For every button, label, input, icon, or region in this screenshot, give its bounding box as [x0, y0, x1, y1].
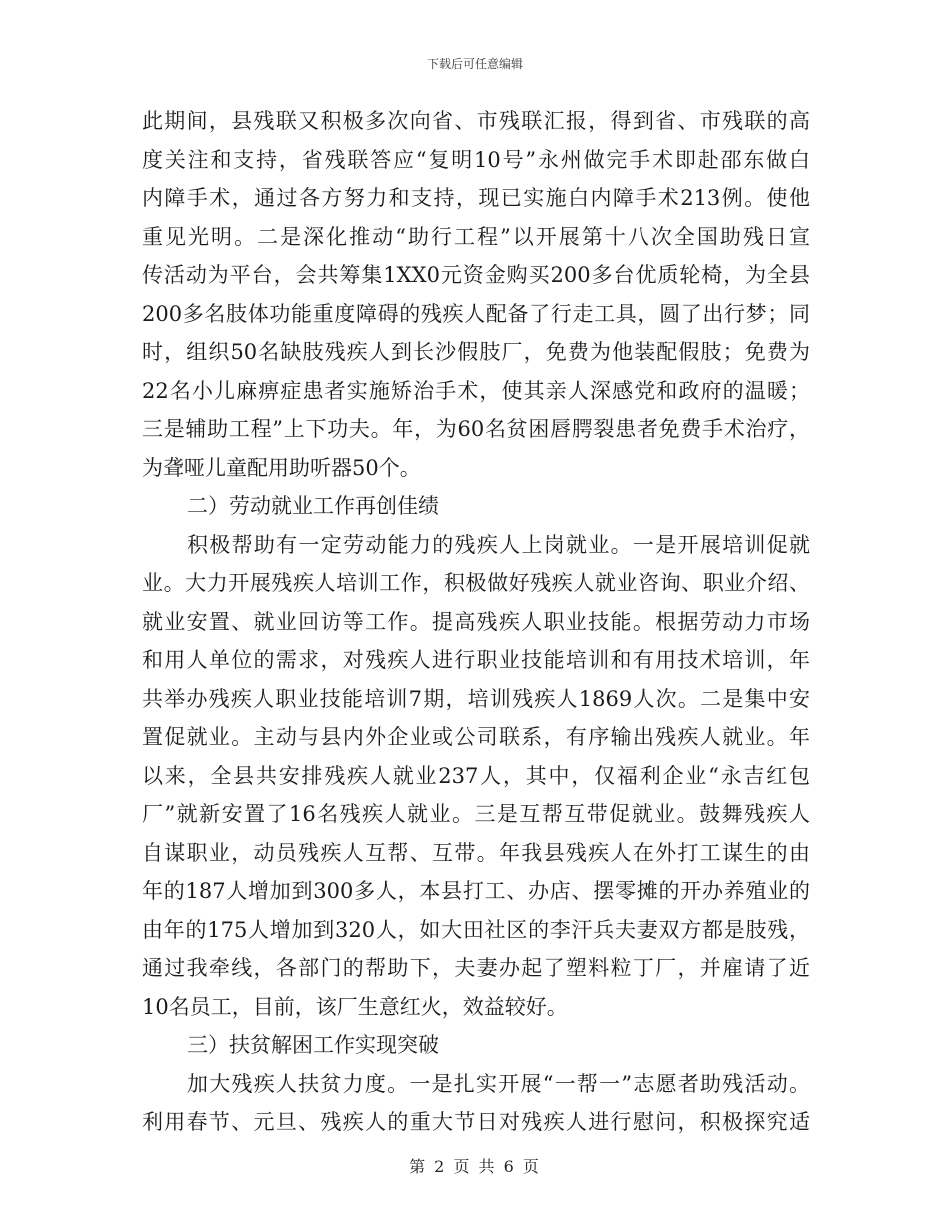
paragraph-line: 加大残疾人扶贫力度。一是扎实开展“一帮一”志愿者助残活动。 — [187, 1071, 810, 1096]
paragraph-line: 厂”就新安置了16名残疾人就业。三是互帮互带促就业。鼓舞残疾人 — [142, 802, 810, 826]
section-heading: 二）劳动就业工作再创佳绩 — [187, 494, 439, 518]
paragraph-line: 度关注和支持，省残联答应“复明10号”永州做完手术即赴邵东做白 — [142, 147, 810, 172]
paragraph-line: 此期间，县残联又积极多次向省、市残联汇报，得到省、市残联的高 — [142, 109, 810, 133]
paragraph-line: 为聋哑儿童配用助听器50个。 — [142, 455, 421, 480]
page-footer: 第 2 页 共 6 页 — [409, 1157, 541, 1176]
paragraph-line: 10名员工，目前，该厂生意红火，效益较好。 — [142, 994, 568, 1019]
document-body — [142, 102, 810, 1142]
paragraph-line: 年的187人增加到300多人，本县打工、办店、摆零摊的开办养殖业的 — [142, 879, 810, 903]
paragraph-line: 三是辅助工程”上下功夫。年，为60名贫困唇腭裂患者免费手术治疗， — [142, 417, 810, 441]
paragraph-line: 积极帮助有一定劳动能力的残疾人上岗就业。一是开展培训促就 — [187, 532, 810, 557]
paragraph-line: 利用春节、元旦、残疾人的重大节日对残疾人进行慰问，积极探究适 — [142, 1110, 810, 1134]
paragraph-line: 通过我牵线，各部门的帮助下，夫妻办起了塑料粒丁厂，并雇请了近 — [142, 956, 810, 980]
section-heading: 三）扶贫解困工作实现突破 — [187, 1033, 439, 1057]
paragraph-line: 和用人单位的需求，对残疾人进行职业技能培训和有用技术培训，年 — [142, 648, 810, 672]
paragraph-line: 22名小儿麻痹症患者实施矫治手术，使其亲人深感党和政府的温暖； — [142, 378, 810, 403]
paragraph-line: 共举办残疾人职业技能培训7期，培训残疾人1869人次。二是集中安 — [142, 686, 810, 711]
paragraph-line: 就业安置、就业回访等工作。提高残疾人职业技能。根据劳动力市场 — [142, 609, 810, 634]
paragraph-line: 200多名肢体功能重度障碍的残疾人配备了行走工具，圆了出行梦；同 — [142, 301, 810, 326]
paragraph-line: 业。大力开展残疾人培训工作，积极做好残疾人就业咨询、职业介绍、 — [142, 571, 810, 595]
paragraph-line: 由年的175人增加到320人，如大田社区的李汗兵夫妻双方都是肢残， — [142, 917, 810, 942]
paragraph-line: 传活动为平台，会共筹集1XX0元资金购买200多台优质轮椅，为全县 — [142, 263, 810, 287]
paragraph-line: 以来，全县共安排残疾人就业237人，其中，仅福利企业“永吉红包 — [142, 763, 810, 788]
page-header: 下载后可任意编辑 — [426, 57, 523, 71]
paragraph-line: 重见光明。二是深化推动“助行工程”以开展第十八次全国助残日宣 — [142, 224, 810, 249]
paragraph-line: 时，组织50名缺肢残疾人到长沙假肢厂，免费为他装配假肢；免费为 — [142, 340, 810, 364]
paragraph-line: 自谋职业，动员残疾人互帮、互带。年我县残疾人在外打工谋生的由 — [142, 840, 810, 865]
paragraph-line: 置促就业。主动与县内外企业或公司联系，有序输出残疾人就业。年 — [142, 725, 810, 749]
paragraph-line: 内障手术，通过各方努力和支持，现已实施白内障手术213例。使他 — [142, 186, 810, 210]
